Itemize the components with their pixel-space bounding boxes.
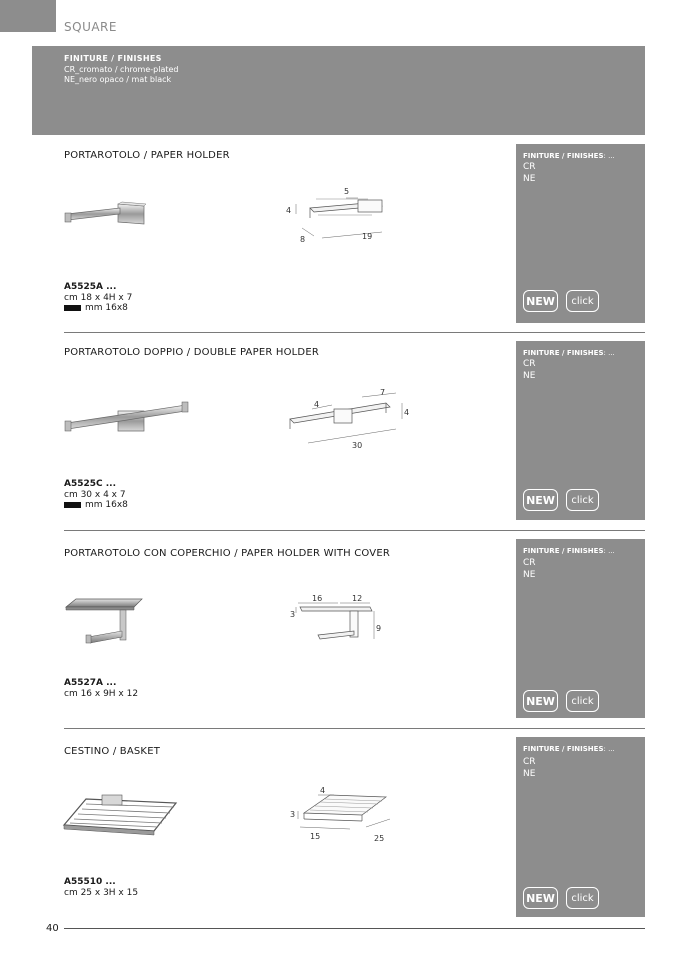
dim-cover: 3 xyxy=(290,610,296,619)
paper-holder-cover-drawing xyxy=(282,593,392,655)
double-paper-holder-photo xyxy=(62,399,192,437)
click-button[interactable]: click xyxy=(566,887,599,909)
product-profile xyxy=(64,303,128,313)
product-section-double-paper-holder xyxy=(0,337,678,527)
page-number: 40 xyxy=(46,923,59,934)
finishes-banner xyxy=(32,46,645,135)
footer-rule xyxy=(64,928,645,929)
series-title: SQUARE xyxy=(64,20,117,34)
finishes-panel xyxy=(516,341,645,520)
click-button[interactable]: click xyxy=(566,690,599,712)
dim-profile: 4 xyxy=(314,400,320,409)
product-size: cm 30 x 4 x 7 xyxy=(64,490,126,500)
panel-finish-cr: CR xyxy=(523,359,536,369)
panel-heading-suffix: : ... xyxy=(603,152,615,160)
paper-holder-cover-photo xyxy=(64,597,144,647)
panel-finish-cr: CR xyxy=(523,757,536,767)
new-badge: NEW xyxy=(523,290,558,312)
basket-photo xyxy=(62,791,178,841)
panel-heading xyxy=(523,745,615,753)
product-section-paper-holder-cover xyxy=(0,535,678,725)
new-badge: NEW xyxy=(523,887,558,909)
dim-mount: 4 xyxy=(320,786,326,795)
banner-heading: FINITURE / FINISHES xyxy=(64,54,162,63)
product-size: cm 18 x 4H x 7 xyxy=(64,293,133,303)
panel-heading-text: FINITURE / FINISHES xyxy=(523,349,604,357)
dim-depth: 7 xyxy=(380,388,386,397)
new-badge: NEW xyxy=(523,690,558,712)
panel-heading-suffix: : ... xyxy=(603,547,615,555)
product-title: PORTAROTOLO CON COPERCHIO / PAPER HOLDER WITH COVER xyxy=(64,548,391,559)
panel-finish-ne: NE xyxy=(523,371,536,381)
click-button[interactable]: click xyxy=(566,290,599,312)
product-code: A5525A ... xyxy=(64,282,117,292)
finish-chrome: CR_cromato / chrome-plated xyxy=(64,65,179,74)
panel-finish-ne: NE xyxy=(523,174,536,184)
finishes-panel xyxy=(516,539,645,718)
product-profile xyxy=(64,500,128,510)
section-divider xyxy=(64,530,645,531)
paper-holder-drawing xyxy=(282,184,392,244)
paper-holder-photo xyxy=(62,200,150,236)
dim-height: 4 xyxy=(404,408,410,417)
dim-width: 5 xyxy=(344,187,350,196)
product-size: cm 25 x 3H x 15 xyxy=(64,888,139,898)
section-divider xyxy=(64,728,645,729)
dim-length: 30 xyxy=(352,441,363,450)
product-section-basket xyxy=(0,733,678,923)
panel-finish-cr: CR xyxy=(523,558,536,568)
panel-finish-cr: CR xyxy=(523,162,536,172)
finishes-panel xyxy=(516,144,645,323)
profile-swatch xyxy=(64,305,81,311)
dim-height: 9 xyxy=(376,624,382,633)
finish-black: NE_nero opaco / mat black xyxy=(64,75,172,84)
dim-depth: 8 xyxy=(300,235,306,244)
dim-width: 16 xyxy=(312,594,323,603)
section-divider xyxy=(64,332,645,333)
product-title: PORTAROTOLO / PAPER HOLDER xyxy=(64,150,230,161)
product-section-paper-holder xyxy=(0,140,678,330)
dim-length: 25 xyxy=(374,834,385,843)
panel-heading xyxy=(523,152,615,160)
panel-heading xyxy=(523,349,615,357)
panel-heading-suffix: : ... xyxy=(603,349,615,357)
dim-depth: 12 xyxy=(352,594,363,603)
dim-depth: 15 xyxy=(310,832,321,841)
click-button[interactable]: click xyxy=(566,489,599,511)
product-code: A5527A ... xyxy=(64,678,117,688)
panel-heading-text: FINITURE / FINISHES xyxy=(523,152,604,160)
finishes-panel xyxy=(516,737,645,917)
product-code: A5525C ... xyxy=(64,479,117,489)
corner-tab xyxy=(0,0,56,32)
panel-heading-text: FINITURE / FINISHES xyxy=(523,745,604,753)
panel-heading-text: FINITURE / FINISHES xyxy=(523,547,604,555)
basket-drawing xyxy=(282,783,397,847)
product-size: cm 16 x 9H x 12 xyxy=(64,689,139,699)
profile-size: mm 16x8 xyxy=(85,303,128,313)
dim-height: 3 xyxy=(290,810,296,819)
dim-height: 4 xyxy=(286,206,292,215)
panel-heading-suffix: : ... xyxy=(603,745,615,753)
profile-size: mm 16x8 xyxy=(85,500,128,510)
dim-length: 19 xyxy=(362,232,373,241)
product-title: PORTAROTOLO DOPPIO / DOUBLE PAPER HOLDER xyxy=(64,347,319,358)
double-paper-holder-drawing xyxy=(282,381,417,453)
panel-heading xyxy=(523,547,615,555)
product-code: A55510 ... xyxy=(64,877,116,887)
product-title: CESTINO / BASKET xyxy=(64,746,161,757)
new-badge: NEW xyxy=(523,489,558,511)
panel-finish-ne: NE xyxy=(523,769,536,779)
profile-swatch xyxy=(64,502,81,508)
panel-finish-ne: NE xyxy=(523,570,536,580)
